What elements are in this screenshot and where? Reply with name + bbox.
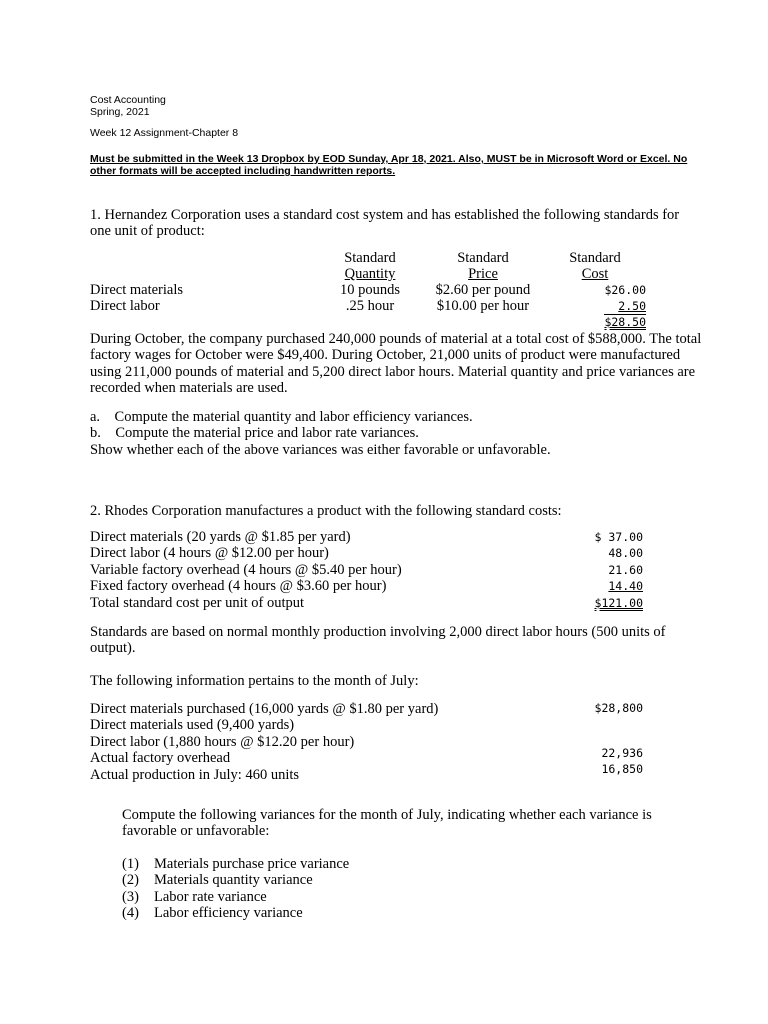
p2-variance-item: [122, 872, 349, 888]
p1-row-qty: .25 hour: [345, 298, 395, 314]
p1-cost-header-bottom: Cost: [581, 266, 609, 282]
p2-july-label: Direct materials purchased (16,000 yards @ $1.80 per yard): [90, 701, 439, 717]
p2-variance-item: [122, 856, 349, 872]
p2-std-values: [550, 529, 643, 611]
p2-variance-label: Labor efficiency variance: [154, 905, 303, 922]
submission-notice: [90, 153, 687, 177]
p2-july-label: Actual production in July: 460 units: [90, 766, 300, 783]
p2-july-intro: The following information pertains to the month of July:: [90, 673, 419, 689]
p1-task-note: Show whether each of the above variances was either favorable or unfavorable.: [90, 441, 551, 458]
p2-std-value: 48.00: [608, 546, 643, 561]
assignment-title: Week 12 Assignment-Chapter 8: [90, 127, 239, 139]
course-name: Cost Accounting: [90, 94, 166, 106]
p2-std-labels: [90, 529, 402, 611]
p2-std-value: 21.60: [608, 562, 643, 577]
term: Spring, 2021: [90, 106, 150, 118]
p2-july-values: [550, 700, 643, 778]
p2-compute-instructions: [122, 807, 652, 840]
p2-july-labels: [90, 701, 438, 783]
p2-std-label: Variable factory overhead (4 hours @ $5.40 per hour): [90, 561, 402, 578]
notice-line-1: Must be submitted in the Week 13 Dropbox by EOD Sunday, Apr 18, 2021. Also, MUST be in Microsoft Word or Excel. No: [90, 153, 688, 165]
p2-std-value: $ 37.00: [594, 530, 643, 544]
p2-variance-item: [122, 905, 349, 921]
p1-row-label: Direct materials: [90, 282, 183, 298]
p2-std-label: Direct labor (4 hours @ $12.00 per hour): [90, 545, 329, 562]
p1-total-cost: $28.50: [604, 315, 646, 329]
p2-july-value: $28,800: [594, 701, 643, 715]
header-block: [90, 94, 166, 118]
p2-july-value: 16,850: [601, 762, 643, 777]
p1-tasks: [90, 409, 551, 458]
p2-compute-line-2: favorable or unfavorable:: [122, 823, 270, 840]
p2-variance-num: (3): [122, 888, 139, 905]
p2-std-label: Fixed factory overhead (4 hours @ $3.60 per hour): [90, 578, 387, 595]
p2-standards-line-2: output).: [90, 640, 136, 657]
p2-variance-num: (2): [122, 872, 139, 889]
p2-compute-line-1: Compute the following variances for the month of July, indicating whether each variance is: [122, 807, 652, 823]
p1-body-line: using 211,000 pounds of material and 5,200 direct labor hours. Material quantity and price variances are: [90, 363, 696, 380]
p2-july-value: 22,936: [601, 745, 643, 760]
p2-standards-line-1: Standards are based on normal monthly production involving 2,000 direct labor hours (500 units of: [90, 624, 666, 640]
p2-july-label: Direct labor (1,880 hours @ $12.20 per hour): [90, 733, 355, 750]
p1-row-price: $2.60 per pound: [435, 282, 531, 298]
p2-std-label: Direct materials (20 yards @ $1.85 per yard): [90, 529, 351, 545]
p2-std-value-total: $121.00: [594, 595, 643, 610]
p1-intro-line-1: 1. Hernandez Corporation uses a standard cost system and has established the following standards for: [90, 207, 680, 223]
p2-std-label: Total standard cost per unit of output: [90, 594, 305, 611]
p2-variance-list: [122, 856, 349, 922]
p2-std-value: 14.40: [608, 579, 643, 594]
p1-qty-header-bottom: Quantity: [344, 266, 396, 282]
p2-variance-item: [122, 889, 349, 905]
p1-row-qty: 10 pounds: [339, 282, 401, 298]
p2-variance-num: (4): [122, 905, 139, 922]
p2-july-label: Direct materials used (9,400 yards): [90, 717, 295, 734]
p1-body: [90, 331, 701, 397]
notice-line-2: other formats will be accepted including handwritten reports.: [90, 165, 396, 177]
p1-row-cost: $26.00: [604, 283, 646, 297]
p2-standards-note: [90, 624, 665, 657]
p1-qty-header-top: Standard: [344, 250, 396, 266]
p2-variance-label: Materials purchase price variance: [154, 856, 350, 872]
p1-cost-header-top: Standard: [569, 250, 621, 266]
p1-task-a: a. Compute the material quantity and labor efficiency variances.: [90, 409, 473, 425]
p1-row-price: $10.00 per hour: [436, 298, 530, 314]
p1-row-cost: 2.50: [618, 299, 646, 313]
p1-price-header-bottom: Price: [468, 266, 498, 282]
p1-row-label: Direct labor: [90, 298, 160, 314]
p1-price-header-top: Standard: [457, 250, 509, 266]
p2-intro: 2. Rhodes Corporation manufactures a product with the following standard costs:: [90, 503, 562, 519]
p1-intro-line-2: one unit of product:: [90, 223, 205, 239]
p1-body-line: During October, the company purchased 240,000 pounds of material at a total cost of $588,000. The total: [90, 331, 702, 347]
p2-july-value: [550, 716, 643, 732]
p2-variance-label: Labor rate variance: [154, 888, 267, 905]
p2-july-label: Actual factory overhead: [90, 750, 231, 767]
p1-task-b: b. Compute the material price and labor rate variances.: [90, 425, 419, 442]
p2-variance-label: Materials quantity variance: [154, 872, 313, 889]
p1-body-line: recorded when materials are used.: [90, 380, 288, 397]
p2-variance-num: (1): [122, 856, 139, 872]
p1-body-line: factory wages for October were $49,400. During October, 21,000 units of product were manufactured: [90, 347, 681, 364]
